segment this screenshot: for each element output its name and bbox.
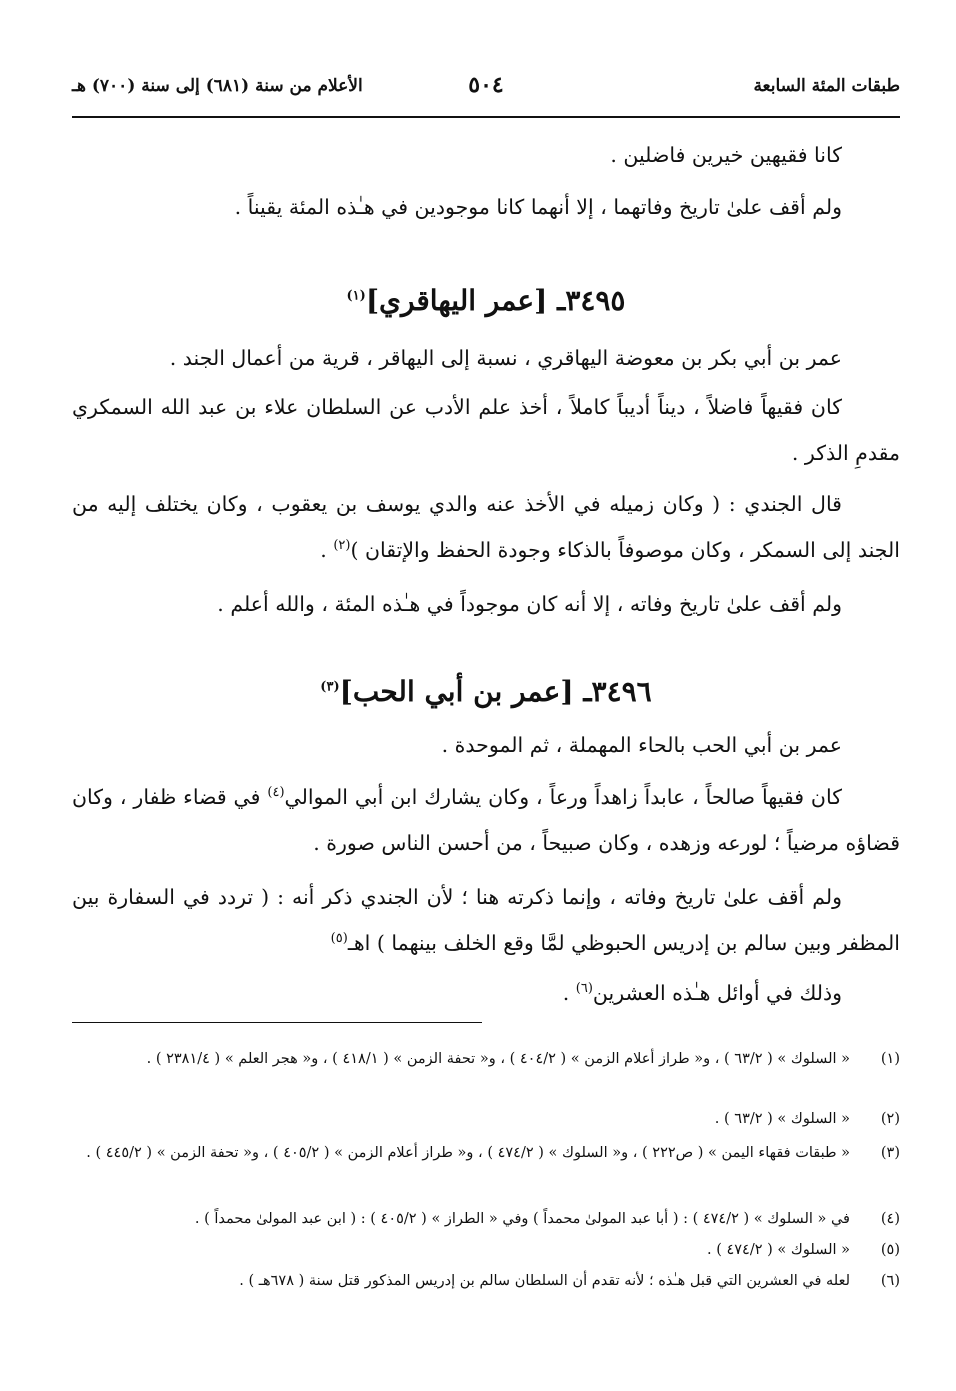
section-title: طبقات المئة السابعة: [753, 76, 900, 96]
footnote: (٤) في « السلوك » ( ٤٧٤/٢ ) : ( أبا عبد المولىٰ محمداً ) وفي « الطراز » ( ٤٠٥/٢ ) : ( ابن عبد المولىٰ محمداً ) .: [194, 1211, 900, 1227]
footnote: (٣) « طبقات فقهاء اليمن » ( ص٢٢٢ ) ، و« السلوك » ( ٤٧٤/٢ ) ، و« طراز أعلام الزمن » ( ٤٠٥/٢ ) ، و« تحفة الزمن » ( ٤٤٥/٢ ) .: [86, 1145, 900, 1161]
footnote-separator: [72, 1022, 482, 1023]
footnote: (٥) « السلوك » ( ٤٧٤/٢ ) .: [707, 1242, 900, 1258]
paragraph: عمر بن أبي الحب بالحاء المهملة ، ثم الموحدة .: [441, 733, 842, 757]
book-page: [72, 0, 900, 1391]
footnote: (١) « السلوك » ( ٦٣/٢ ) ، و« طراز أعلام الزمن » ( ٤٠٤/٢ ) ، و« تحفة الزمن » ( ٤١٨/١ ) ، و« هجر العلم » ( ٢٣٨١/٤ ) .: [146, 1051, 900, 1067]
footnote: (٦) لعله في العشرين التي قبل هـٰذه ؛ لأنه تقدم أن السلطان سالم بن إدريس المذكور قتل سنة ( ٦٧٨هـ ) .: [239, 1273, 900, 1289]
page-number: ٥٠٤: [468, 72, 504, 98]
footnote-ref: (٣): [320, 679, 340, 695]
paragraph: ولم أقف علىٰ تاريخ وفاتهما ، إلا أنهما كانا موجودين في هـٰذه المئة يقيناً .: [234, 195, 842, 219]
paragraph: قال الجندي : ( وكان زميله في الأخذ عنه والدي يوسف بن يعقوب ، وكان يختلف إليه من الجند إلى السمكر ، وكان موصوفاً بالذكاء وجودة الحفظ والإتقان )$^{(٢)}$ .: [72, 492, 900, 562]
paragraph: كان فقيهاً صالحاً ، عابداً زاهداً ورعاً ، وكان يشارك ابن أبي الموالي$^{(٤)}$ في قضاء ظفار ، وكان قضاؤه مرضياً ؛ لورعه وزهده ، وكان صبيحاً ، من أحسن الناس صورة .: [72, 785, 900, 855]
footnote-ref: (٤): [267, 785, 285, 801]
footnote: (٢) « السلوك » ( ٦٣/٢ ) .: [714, 1111, 900, 1127]
entry-title: ٣٤٩٥ـ [عمر اليهاقري]$^{(١)}$: [346, 284, 626, 317]
footnote-ref: (٦): [575, 981, 593, 997]
paragraph: ولم أقف علىٰ تاريخ وفاته ، إلا أنه كان موجوداً في هـٰذه المئة ، والله أعلم .: [217, 592, 842, 616]
footnote-ref: (٥): [330, 931, 348, 947]
paragraph: كانا فقيهين خيرين فاضلين .: [610, 143, 842, 167]
footnote-ref: (٢): [333, 538, 351, 554]
paragraph: ولم أقف علىٰ تاريخ وفاته ، وإنما ذكرته هنا ؛ لأن الجندي ذكر أنه : ( تردد في السفارة بين المظفر وبين سالم بن إدريس الحبوظي لمَّا وقع الخلف بينهما ) اهـ$^{(٥)}$: [72, 885, 900, 955]
paragraph: وذلك في أوائل هـٰذه العشرين$^{(٦)}$ .: [562, 981, 842, 1005]
paragraph: كان فقيهاً فاضلاً ، ديناً أديباً كاملاً ، أخذ علم الأدب عن السلطان علاء بن عبد الله السمكري مقدمِ الذكر .: [72, 395, 900, 465]
running-header: [72, 70, 900, 104]
header-rule: [72, 116, 900, 118]
footnote-ref: (١): [346, 288, 366, 304]
entry-title: ٣٤٩٦ـ [عمر بن أبي الحب]$^{(٣)}$: [320, 675, 652, 708]
paragraph: عمر بن أبي بكر بن معوضة اليهاقري ، نسبة إلى اليهاقر ، قرية من أعمال الجند .: [169, 346, 842, 370]
year-range: الأعلام من سنة (٦٨١) إلى سنة (٧٠٠) هـ: [72, 76, 363, 96]
